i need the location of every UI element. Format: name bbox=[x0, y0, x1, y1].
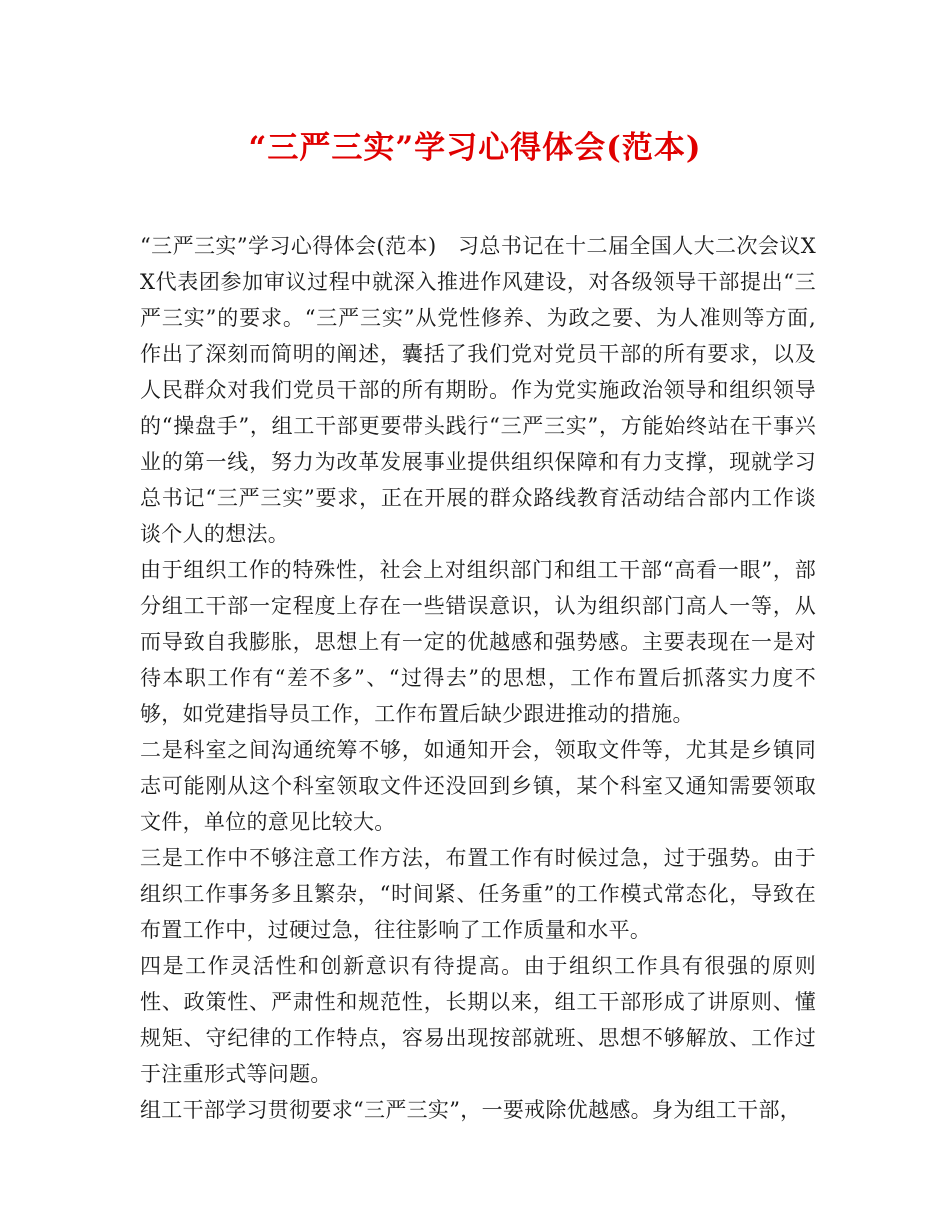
paragraph: 二是科室之间沟通统筹不够，如通知开会，领取文件等，尤其是乡镇同志可能刚从这个科室领取文件还没回到乡镇，某个科室又通知需要领取文件，单位的意见比较大。 bbox=[140, 738, 816, 834]
document-body bbox=[140, 228, 816, 1128]
paragraph: 三是工作中不够注意工作方法，布置工作有时候过急，过于强势。由于组织工作事务多且繁杂，“时间紧、任务重”的工作模式常态化，导致在布置工作中，过硬过急，往往影响了工作质量和水平。 bbox=[140, 846, 816, 942]
paragraph: 四是工作灵活性和创新意识有待提高。由于组织工作具有很强的原则性、政策性、严肃性和规范性，长期以来，组工干部形成了讲原则、懂规矩、守纪律的工作特点，容易出现按部就班、思想不够解放、工作过于注重形式等问题。 bbox=[140, 954, 816, 1086]
paragraph: 由于组织工作的特殊性，社会上对组织部门和组工干部“高看一眼”，部分组工干部一定程度上存在一些错误意识，认为组织部门高人一等，从而导致自我膨胀，思想上有一定的优越感和强势感。主要表现在一是对待本职工作有“差不多”、“过得去”的思想，工作布置后抓落实力度不够，如党建指导员工作，工作布置后缺少跟进推动的措施。 bbox=[140, 558, 816, 726]
paragraph: 组工干部学习贯彻要求“三严三实”，一要戒除优越感。身为组工干部， bbox=[140, 1098, 802, 1122]
document-title: “三严三实”学习心得体会(范本) bbox=[248, 130, 702, 166]
paragraph: “三严三实”学习心得体会(范本) 习总书记在十二届全国人大二次会议XX代表团参加审议过程中就深入推进作风建设，对各级领导干部提出“三严三实”的要求。“三严三实”从党性修养、为政之要、为人准则等方面,作出了深刻而简明的阐述，囊括了我们党对党员干部的所有要求，以及人民群众对我们党员干部的所有期盼。作为党实施政治领导和组织领导的“操盘手”，组工干部更要带头践行“三严三实”，方能始终站在干事兴业的第一线，努力为改革发展事业提供组织保障和有力支撑，现就学习总书记“三严三实”要求，正在开展的群众路线教育活动结合部内工作谈谈个人的想法。 bbox=[140, 234, 816, 546]
